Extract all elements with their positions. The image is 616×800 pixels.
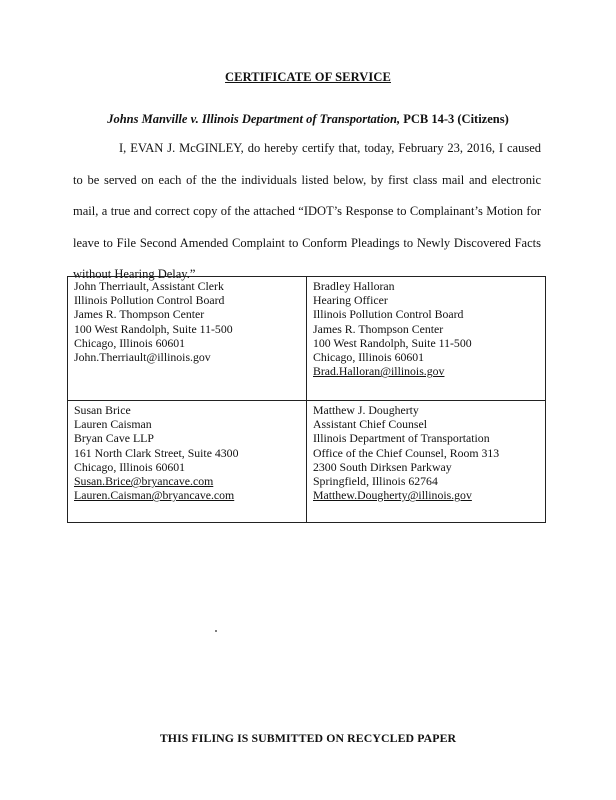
address-line: Bradley Halloran xyxy=(313,279,395,293)
page-title: CERTIFICATE OF SERVICE xyxy=(225,70,391,84)
address-line: 100 West Randolph, Suite 11-500 xyxy=(313,335,472,350)
email-link[interactable]: Matthew.Dougherty@illinois.gov xyxy=(313,488,472,503)
service-entry-brice-caisman xyxy=(68,401,307,523)
address-line: Lauren Caisman xyxy=(74,417,152,432)
address-line: Illinois Department of Transportation xyxy=(313,431,490,446)
address-line: 2300 South Dirksen Parkway xyxy=(313,459,452,474)
scan-speck xyxy=(215,630,217,632)
address-line: Illinois Pollution Control Board xyxy=(313,307,464,322)
address-line: Chicago, Illinois 60601 xyxy=(313,350,425,365)
email-link[interactable]: Susan.Brice@bryancave.com xyxy=(74,474,214,489)
service-entry-therriault xyxy=(68,277,307,401)
address-line: Hearing Officer xyxy=(313,293,388,308)
address-line: John Therriault, Assistant Clerk xyxy=(74,279,224,293)
address-line: Office of the Chief Counsel, Room 313 xyxy=(313,445,500,460)
address-line: Bryan Cave LLP xyxy=(74,431,154,446)
address-line: Assistant Chief Counsel xyxy=(313,417,428,432)
address-line: James R. Thompson Center xyxy=(313,321,444,336)
certification-paragraph: I, EVAN J. McGINLEY, do hereby certify that, today, February 23, 2016, I caused to be served on each of the the individuals listed below, by first class mail and electronic mail, a true and correct copy of the attached “IDOT’s Response to Complainant’s Motion for leave to File Second Amended Complaint to Conform Pleadings to Newly Discovered Facts without Hearing Delay.” xyxy=(73,141,541,282)
address-line: Chicago, Illinois 60601 xyxy=(74,459,186,474)
address-line: Chicago, Illinois 60601 xyxy=(74,335,186,350)
table-row xyxy=(68,401,546,523)
table-row xyxy=(68,277,546,401)
address-line: Springfield, Illinois 62764 xyxy=(313,474,438,489)
address-line: James R. Thompson Center xyxy=(74,307,205,322)
email-link[interactable]: Brad.Halloran@illinois.gov xyxy=(313,364,445,379)
address-line: 100 West Randolph, Suite 11-500 xyxy=(74,321,233,336)
address-line: Illinois Pollution Control Board xyxy=(74,293,225,308)
service-entry-dougherty xyxy=(307,401,546,523)
case-caption xyxy=(0,112,616,127)
case-number: PCB 14-3 (Citizens) xyxy=(400,112,509,126)
address-line: Matthew J. Dougherty xyxy=(313,403,419,417)
email-address: John.Therriault@illinois.gov xyxy=(74,350,211,365)
service-list-table xyxy=(67,276,546,523)
recycled-paper-footer: THIS FILING IS SUBMITTED ON RECYCLED PAPER xyxy=(159,731,457,745)
address-line: 161 North Clark Street, Suite 4300 xyxy=(74,445,239,460)
case-name: Johns Manville v. Illinois Department of Transportation, xyxy=(107,112,401,126)
address-line: Susan Brice xyxy=(74,403,131,417)
email-link[interactable]: Lauren.Caisman@bryancave.com xyxy=(74,488,235,503)
service-entry-halloran xyxy=(307,277,546,401)
